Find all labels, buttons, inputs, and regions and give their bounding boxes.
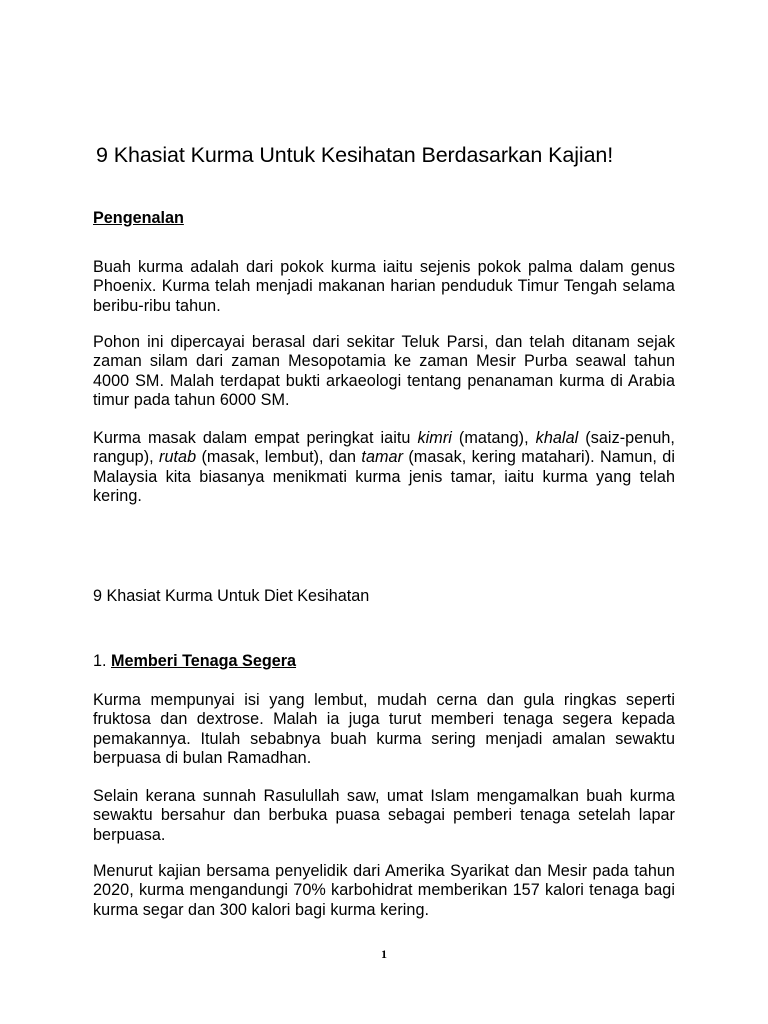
item-1-paragraph-3: Menurut kajian bersama penyelidik dari Amerika Syarikat dan Mesir pada tahun 2020, kurma mengandungi 70% karbohidrat memberikan 157 kalori tenaga bagi kurma segar dan 300 kalori bagi kurma kering. [93,862,675,919]
stages-paragraph: Kurma masak dalam empat peringkat iaitu kimri (matang), khalal (saiz-penuh, rangup), rutab (masak, lembut), dan tamar (masak, kering matahari). Namun, di Malaysia kita biasanya menikmati kurma jenis tamar, iaitu kurma yang telah kering. [93,429,675,506]
intro-paragraph-2: Pohon ini dipercayai berasal dari sekitar Teluk Parsi, dan telah ditanam sejak zaman silam dari zaman Mesopotamia ke zaman Mesir Purba seawal tahun 4000 SM. Malah terdapat bukti arkaeologi tentang penanaman kurma di Arabia timur pada tahun 6000 SM. [93,333,675,410]
item-1-heading [93,651,296,671]
intro-heading: Pengenalan [93,209,184,227]
item-1-paragraph-1: Kurma mempunyai isi yang lembut, mudah cerna dan gula ringkas seperti fruktosa dan dextrose. Malah ia juga turut memberi tenaga segera kepada pemakannya. Itulah sebabnya buah kurma sering menjadi amalan sewaktu berpuasa di bulan Ramadhan. [93,691,675,768]
stage-rutab: rutab [159,448,197,467]
item-1-paragraph-2: Selain kerana sunnah Rasulullah saw, umat Islam mengamalkan buah kurma sewaktu bersahur dan berbuka puasa sebagai pemberi tenaga setelah lapar berpuasa. [93,787,675,844]
stage-khalal: khalal [535,429,579,447]
section-heading: 9 Khasiat Kurma Untuk Diet Kesihatan [93,587,370,605]
item-1-number: 1. [93,652,107,670]
document-title: 9 Khasiat Kurma Untuk Kesihatan Berdasarkan Kajian! [96,143,614,167]
stage-kimri: kimri [417,429,452,447]
item-1-title: Memberi Tenaga Segera [111,652,297,670]
intro-paragraph-1: Buah kurma adalah dari pokok kurma iaitu sejenis pokok palma dalam genus Phoenix. Kurma telah menjadi makanan harian penduduk Timur Tengah selama beribu-ribu tahun. [93,258,675,315]
page-number: 1 [381,947,387,961]
stage-tamar: tamar [361,448,404,467]
